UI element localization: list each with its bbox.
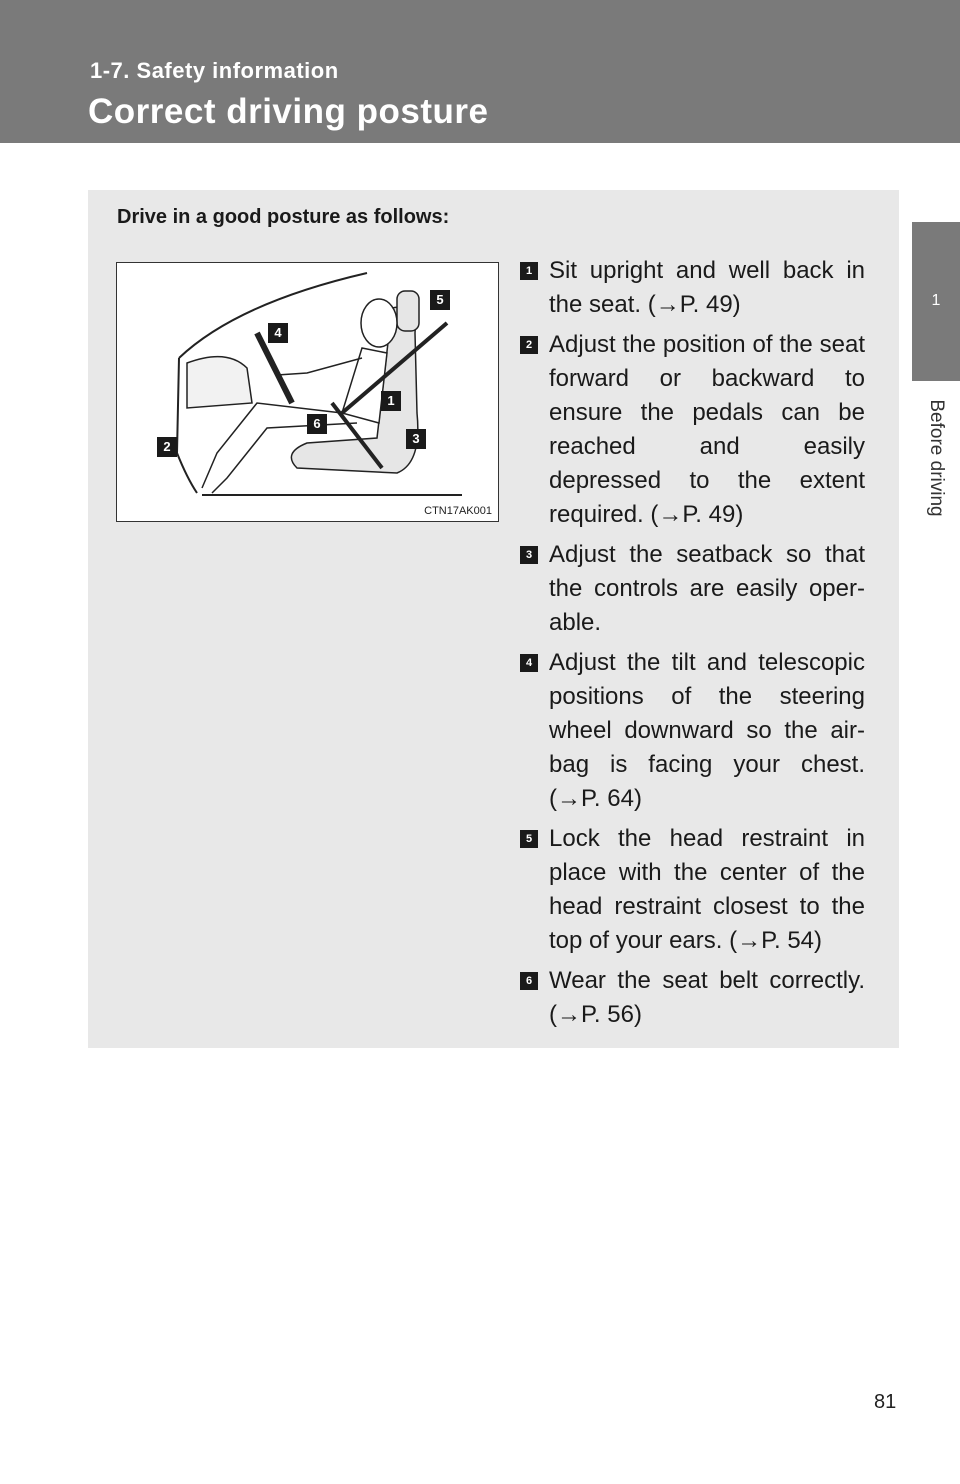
step-text: Adjust the seatback so that the controls are easily oper-able.: [549, 541, 865, 636]
step-number: 5: [520, 830, 538, 848]
callout-4: 4: [268, 323, 288, 343]
step-item: [520, 328, 865, 532]
callout-5: 5: [430, 290, 450, 310]
posture-steps: [520, 254, 865, 1038]
step-item: [520, 822, 865, 958]
step-number: 3: [520, 546, 538, 564]
callout-3: 3: [406, 429, 426, 449]
step-number: 4: [520, 654, 538, 672]
driving-posture-figure: [116, 262, 499, 522]
step-text: Lock the head restraint in place with the center of the head restraint closest to the top of your ears. (→P. 54): [549, 825, 865, 954]
figure-code: CTN17AK001: [424, 505, 492, 517]
step-item: [520, 964, 865, 1032]
page-number: 81: [874, 1391, 897, 1413]
chapter-label: Before driving: [926, 399, 947, 517]
step-text: Adjust the tilt and telescopic positions of the steering wheel downward so the air-bag is facing your chest. (→P. 64): [549, 649, 865, 812]
step-text: Adjust the position of the seat forward or backward to ensure the pedals can be reached and easily depressed to the extent required. (→P. 49): [549, 331, 865, 528]
step-item: [520, 254, 865, 322]
step-text: Sit upright and well back in the seat. (→P. 49): [549, 257, 865, 318]
section-heading: 1-7. Safety information: [90, 58, 339, 83]
step-number: 1: [520, 262, 538, 280]
step-text: Wear the seat belt correctly. (→P. 56): [549, 967, 865, 1028]
step-number: 6: [520, 972, 538, 990]
chapter-number: 1: [931, 292, 941, 309]
callout-1: 1: [381, 391, 401, 411]
step-number: 2: [520, 336, 538, 354]
callout-2: 2: [157, 437, 177, 457]
step-item: [520, 538, 865, 640]
page-title: Correct driving posture: [88, 92, 489, 131]
step-item: [520, 646, 865, 816]
intro-text: Drive in a good posture as follows:: [117, 206, 450, 228]
callout-6: 6: [307, 414, 327, 434]
